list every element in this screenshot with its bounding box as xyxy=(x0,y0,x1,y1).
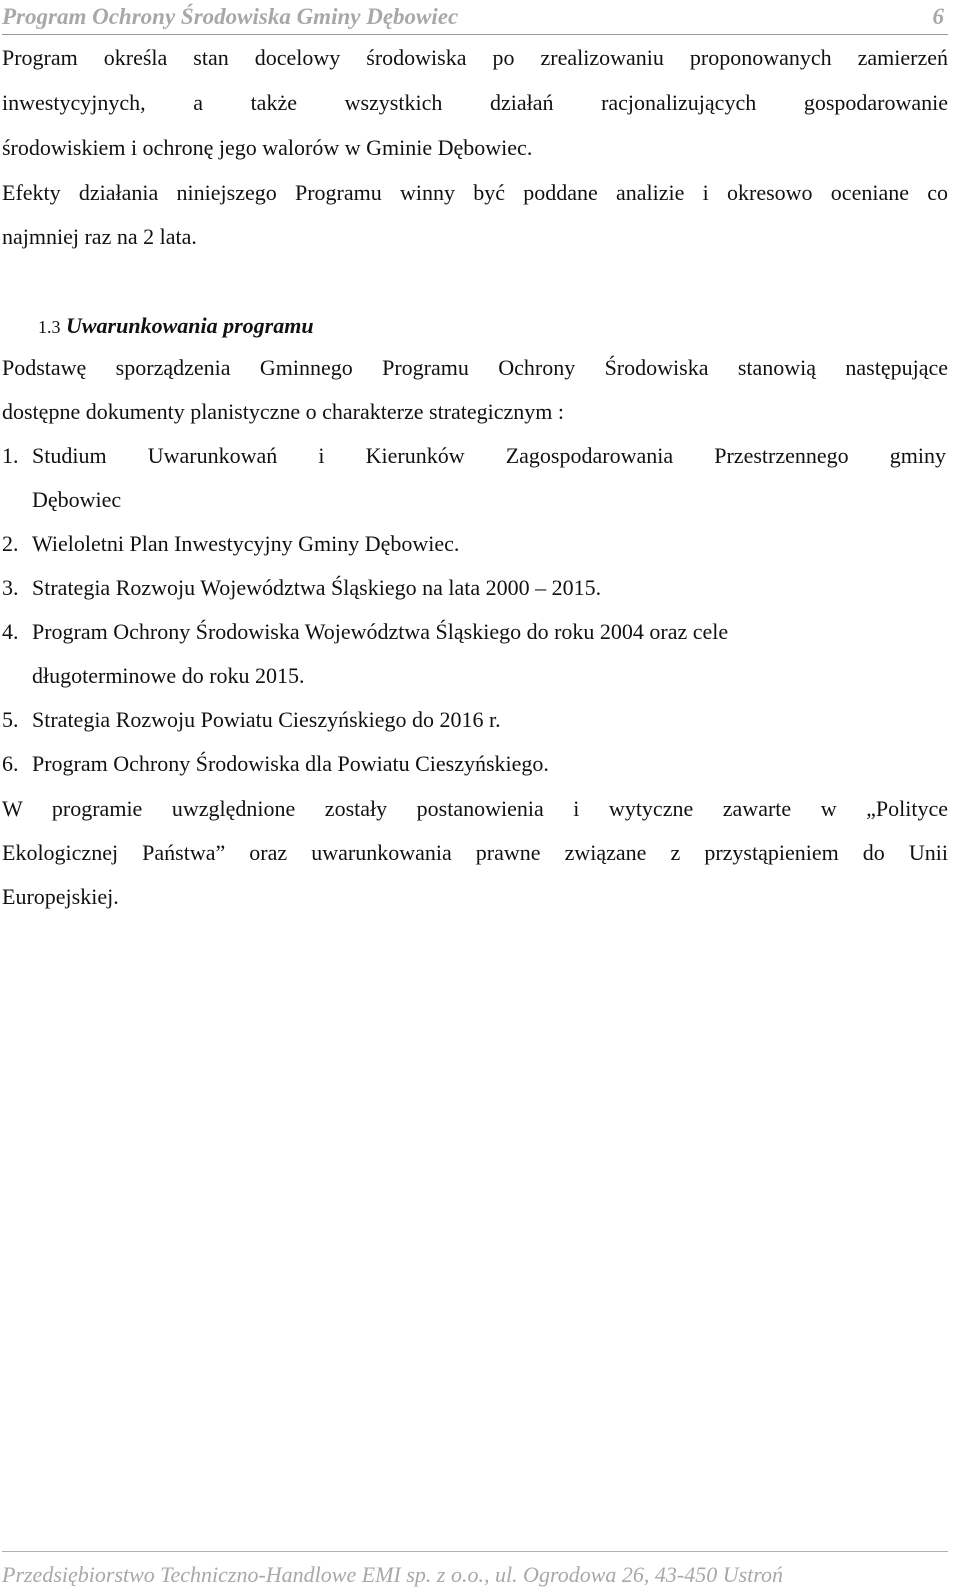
list-item xyxy=(2,531,459,557)
list-item-text: Program Ochrony Środowiska dla Powiatu Cieszyńskiego. xyxy=(32,751,549,776)
intro-line-1: Program określa stan docelowy środowiska po zrealizowaniu proponowanych zamierzeń xyxy=(2,45,948,70)
list-item-text: Wieloletni Plan Inwestycyjny Gminy Dębowiec. xyxy=(32,531,460,556)
list-item xyxy=(2,619,728,645)
section-title: Uwarunkowania programu xyxy=(66,313,314,338)
body-line-2: dostępne dokumenty planistyczne o charakterze strategicznym : xyxy=(2,399,565,424)
closing-line-1: W programie uwzględnione zostały postanowienia i wytyczne zawarte w „Polityce xyxy=(2,796,948,821)
page-footer xyxy=(2,1551,948,1588)
list-item-number: 2. xyxy=(2,531,19,556)
list-item-text: Program Ochrony Środowiska Województwa Śląskiego do roku 2004 oraz cele xyxy=(32,619,729,644)
header-title: Program Ochrony Środowiska Gminy Dębowiec xyxy=(2,4,459,29)
list-item-text: Studium Uwarunkowań i Kierunków Zagospodarowania Przestrzennego gminy xyxy=(32,443,946,468)
list-item-continuation: długoterminowe do roku 2015. xyxy=(32,663,305,688)
section-heading xyxy=(38,313,314,340)
closing-line-3: Europejskiej. xyxy=(2,884,119,909)
list-item-text: Strategia Rozwoju Powiatu Cieszyńskiego do 2016 r. xyxy=(32,707,501,732)
list-item-continuation: Dębowiec xyxy=(32,487,122,512)
list-item-text: Strategia Rozwoju Województwa Śląskiego na lata 2000 – 2015. xyxy=(32,575,602,600)
section-number-sub: 3 xyxy=(51,317,61,337)
list-item xyxy=(2,443,948,469)
footer-text: Przedsiębiorstwo Techniczno-Handlowe EMI sp. z o.o., ul. Ogrodowa 26, 43-450 Ustroń xyxy=(2,1562,783,1587)
list-item-number: 5. xyxy=(2,707,19,732)
section-number-main: 1. xyxy=(38,317,52,337)
list-item-number: 3. xyxy=(2,575,19,600)
list-item xyxy=(2,575,601,601)
list-item xyxy=(2,751,549,777)
list-item-number: 6. xyxy=(2,751,19,776)
body-line-1: Podstawę sporządzenia Gminnego Programu Ochrony Środowiska stanowią następujące xyxy=(2,355,948,380)
page-number: 6 xyxy=(932,4,944,29)
page-header xyxy=(2,4,948,35)
list-item xyxy=(2,707,501,733)
intro-line-3: środowiskiem i ochronę jego walorów w Gminie Dębowiec. xyxy=(2,135,533,160)
list-item-number: 1. xyxy=(2,443,19,468)
list-item-number: 4. xyxy=(2,619,19,644)
intro-line-4: Efekty działania niniejszego Programu winny być poddane analizie i okresowo oceniane co xyxy=(2,180,948,205)
intro-line-2: inwestycyjnych, a także wszystkich działań racjonalizujących gospodarowanie xyxy=(2,90,948,115)
closing-line-2: Ekologicznej Państwa” oraz uwarunkowania prawne związane z przystąpieniem do Unii xyxy=(2,840,948,865)
intro-line-5: najmniej raz na 2 lata. xyxy=(2,224,197,249)
